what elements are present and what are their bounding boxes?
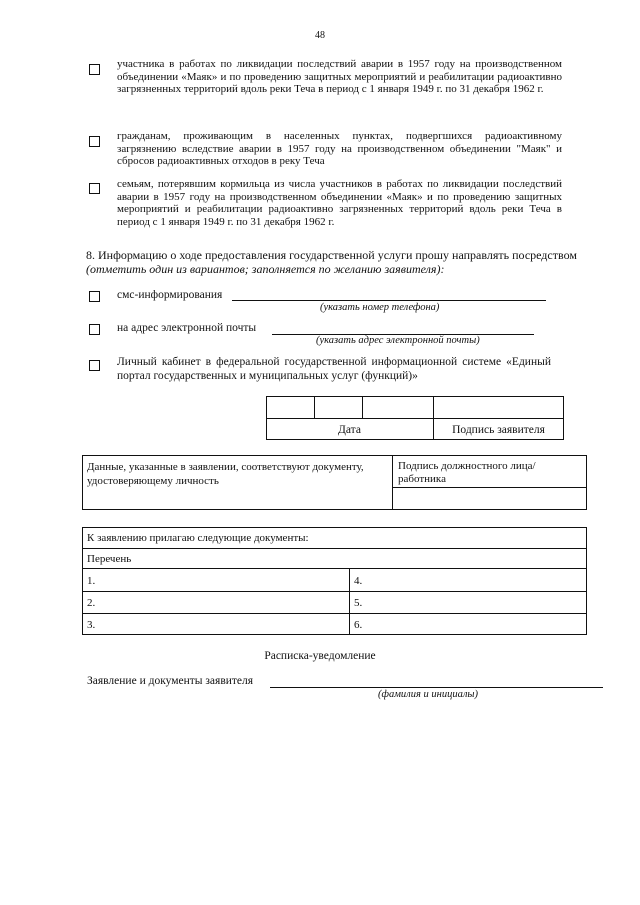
date-cell-divider-2 <box>362 396 363 418</box>
identity-verification-text: Данные, указанные в заявлении, соответствуют документу, удостоверяющему личность <box>87 461 364 487</box>
docs-item-1[interactable]: 1. <box>87 575 96 587</box>
email-label: на адрес электронной почты <box>117 322 257 334</box>
recipient-option-1-checkbox[interactable] <box>89 64 100 75</box>
verification-column-divider <box>392 455 393 510</box>
sms-label: смс-информирования <box>117 289 223 301</box>
section-8-note-wrap <box>86 262 616 276</box>
phone-number-hint: (указать номер телефона) <box>320 302 440 313</box>
applicant-name-field[interactable] <box>270 687 603 688</box>
docs-list-divider <box>82 568 587 569</box>
docs-header-divider <box>82 548 587 549</box>
applicant-signature-label: Подпись заявителя <box>452 424 545 436</box>
recipient-option-3-text: семьям, потерявшим кормильца из числа участников в работах по ликвидации последствий аварии в 1957 году на производственном объединении «Маяк» и по проведению защитных мероприятий и реабилитации радиоактивно загрязненных территорий вдоль реки Теча в период с 1 января 1949 г. по 31 декабря 1962 г. <box>117 178 562 228</box>
docs-column-divider <box>349 568 350 635</box>
recipient-option-2-checkbox[interactable] <box>89 136 100 147</box>
phone-number-field[interactable] <box>232 300 546 301</box>
docs-header: К заявлению прилагаю следующие документы: <box>87 532 309 544</box>
personal-cabinet-label: Личный кабинет в федеральной государственной информационной системе «Единый портал государственных и муниципальных услуг (функций)» <box>117 356 551 382</box>
date-signature-divider <box>266 418 564 419</box>
sms-checkbox[interactable] <box>89 291 100 302</box>
email-address-hint: (указать адрес электронной почты) <box>316 335 480 346</box>
docs-row-divider-2 <box>82 613 587 614</box>
recipient-option-1-text: участника в работах по ликвидации последствий аварии в 1957 году на производственном объединении «Маяк» и по проведению защитных мероприятий и реабилитации радиоактивно загрязненных территорий вдоль реки Теча в период с 1 января 1949 г. по 31 декабря 1962 г. <box>117 58 562 96</box>
docs-item-3[interactable]: 3. <box>87 619 96 631</box>
docs-item-4[interactable]: 4. <box>354 575 363 587</box>
page-number: 48 <box>315 30 325 41</box>
official-signature-label: Подпись должностного лица/работника <box>398 460 536 485</box>
docs-row-divider-1 <box>82 591 587 592</box>
docs-item-5[interactable]: 5. <box>354 597 363 609</box>
section-8-heading: 8. Информацию о ходе предоставления государственной услуги прошу направлять посредством <box>86 248 577 262</box>
applicant-name-hint: (фамилия и инициалы) <box>378 689 479 700</box>
recipient-option-3-checkbox[interactable] <box>89 183 100 194</box>
receipt-title: Расписка-уведомление <box>264 650 376 662</box>
section-8-note: (отметить один из вариантов; заполняется по желанию заявителя): <box>86 262 445 276</box>
receipt-label: Заявление и документы заявителя <box>87 675 254 687</box>
date-label: Дата <box>338 424 361 436</box>
docs-item-2[interactable]: 2. <box>87 597 96 609</box>
official-signature-divider <box>392 487 587 488</box>
date-cell-divider-1 <box>314 396 315 418</box>
docs-item-6[interactable]: 6. <box>354 619 363 631</box>
docs-list-label: Перечень <box>87 553 132 565</box>
personal-cabinet-checkbox[interactable] <box>89 360 100 371</box>
email-checkbox[interactable] <box>89 324 100 335</box>
recipient-option-2-text: гражданам, проживающим в населенных пунктах, подвергшихся радиоактивному загрязнению вследствие аварии в 1957 году на производственном объединении "Маяк" и сбросов радиоактивных отходов в реку Теча <box>117 130 562 168</box>
